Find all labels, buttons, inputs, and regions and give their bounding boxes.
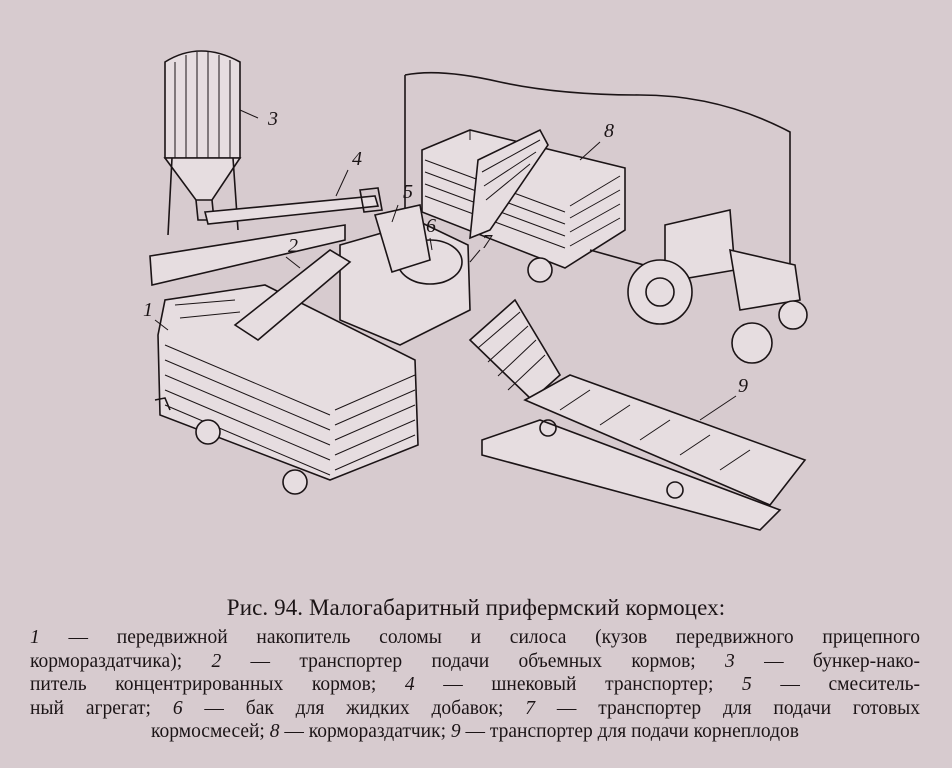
caption-item-text: — передвижной накопитель соломы и силоса (кузов передвижного прицепного bbox=[39, 627, 920, 648]
caption-item-text: — кормораздатчик; bbox=[279, 721, 451, 742]
caption-item-text: — транспортер подачи объемных кормов; bbox=[221, 650, 726, 672]
caption-item-text: кормосмесей; bbox=[151, 721, 270, 742]
figure-label-2: 2 bbox=[288, 235, 298, 257]
figure-label-4: 4 bbox=[352, 148, 362, 170]
caption-item-number: 6 bbox=[172, 697, 183, 719]
caption-item-number: 5 bbox=[741, 674, 752, 695]
figure-label-6: 6 bbox=[426, 215, 436, 237]
figure-caption-title: Рис. 94. Малогабаритный прифермский кормоцех: bbox=[226, 595, 726, 620]
tractor bbox=[628, 210, 807, 363]
caption-line bbox=[30, 720, 920, 744]
caption-item-text: — бункер-нако- bbox=[734, 650, 920, 672]
caption-item-number: 4 bbox=[404, 674, 415, 695]
caption-item-text: — транспортер для подачи корнеплодов bbox=[460, 721, 799, 742]
figure-label-8: 8 bbox=[604, 120, 614, 142]
figure-caption-legend bbox=[30, 626, 920, 744]
silo-bunker bbox=[165, 51, 240, 235]
figure-label-7: 7 bbox=[482, 231, 492, 253]
figure-label-9: 9 bbox=[738, 375, 748, 397]
caption-item-number: 3 bbox=[725, 650, 735, 672]
caption-line bbox=[30, 650, 920, 674]
figure-label-3: 3 bbox=[268, 108, 278, 130]
caption-item-text: питель концентрированных кормов; bbox=[30, 674, 405, 695]
caption-item-number: 2 bbox=[211, 650, 222, 672]
caption-item-number: 7 bbox=[525, 697, 536, 719]
caption-item-text: — бак для жидких добавок; bbox=[182, 697, 526, 719]
figure-label-1: 1 bbox=[143, 299, 153, 321]
caption-item-text: кормораздатчика); bbox=[30, 650, 212, 672]
caption-item-text: — транспортер для подачи готовых bbox=[535, 697, 921, 719]
caption-item-text: ный агрегат; bbox=[30, 697, 173, 719]
screw-conveyor bbox=[205, 188, 382, 224]
caption-line bbox=[30, 673, 920, 697]
caption-item-text: — смеситель- bbox=[751, 674, 920, 695]
caption-item-number: 1 bbox=[30, 627, 40, 648]
caption-item-number: 8 bbox=[269, 721, 280, 742]
caption-item-text: — шнековый транспортер; bbox=[414, 674, 742, 695]
figure-label-5: 5 bbox=[403, 181, 413, 203]
caption-line bbox=[30, 626, 920, 650]
caption-item-number: 9 bbox=[450, 721, 461, 742]
caption-line bbox=[30, 697, 920, 721]
